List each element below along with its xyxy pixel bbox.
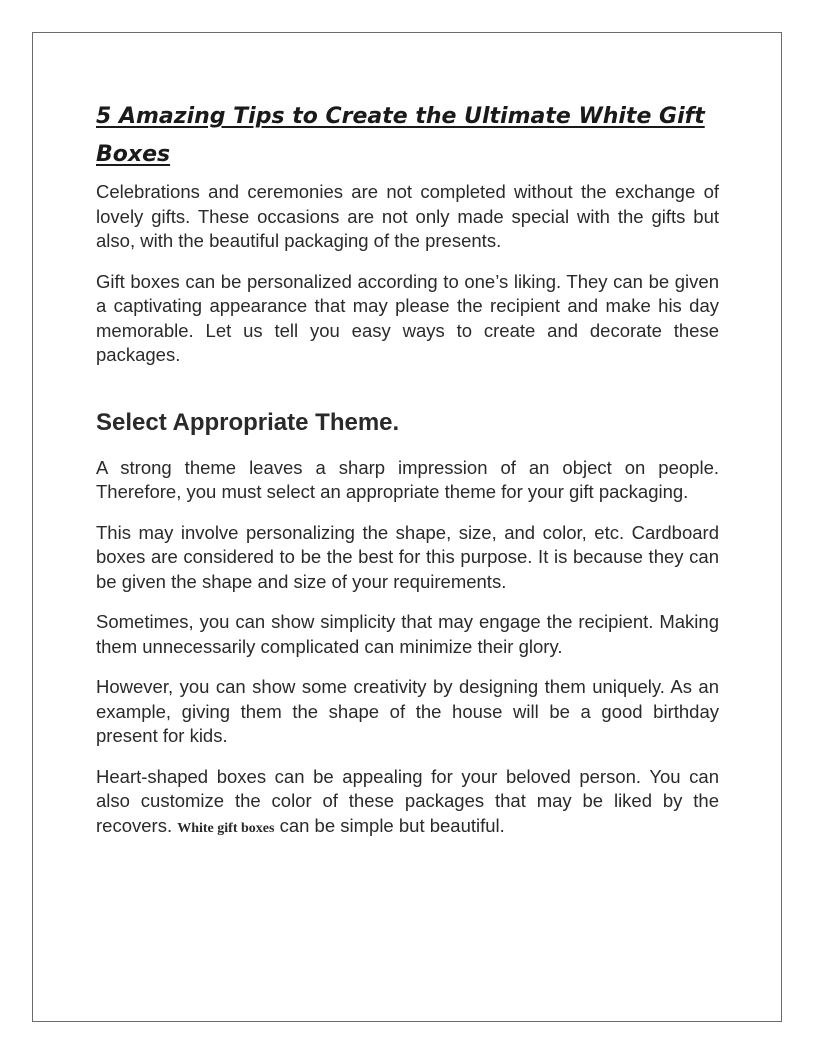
section-paragraph-2: This may involve personalizing the shape, size, and color, etc. Cardboard boxes are considered to be the best for this purpose. It is because they can be given the shape and size of your requirements. bbox=[96, 521, 719, 592]
white-gift-boxes-link[interactable]: White gift boxes bbox=[177, 820, 275, 836]
section-heading: Select Appropriate Theme. bbox=[96, 408, 400, 436]
section-paragraph-3: Sometimes, you can show simplicity that may engage the recipient. Making them unnecessarily complicated can minimize their glory. bbox=[96, 611, 719, 657]
paragraph-5-text-before: Heart-shaped boxes can be appealing for your beloved person. You can also customize the color of these packages that may be liked by the recovers. bbox=[96, 765, 719, 836]
section-paragraph-4: However, you can show some creativity by designing them uniquely. As an example, giving them the shape of the house will be a good birthday present for kids. bbox=[96, 676, 719, 746]
document-title: 5 Amazing Tips to Create the Ultimate White Gift Boxes bbox=[96, 104, 705, 167]
section-paragraph-5 bbox=[96, 765, 719, 842]
intro-paragraph-1: Celebrations and ceremonies are not completed without the exchange of lovely gifts. These occasions are not only made special with the gifts but also, with the beautiful packaging of the presents. bbox=[96, 181, 719, 251]
section-paragraph-1: A strong theme leaves a sharp impression of an object on people. Therefore, you must select an appropriate theme for your gift packaging. bbox=[96, 456, 719, 502]
document-body bbox=[96, 98, 719, 857]
intro-paragraph-2: Gift boxes can be personalized according to one’s liking. They can be given a captivating appearance that may please the recipient and make his day memorable. Let us tell you easy ways to create and decorate these packages. bbox=[96, 270, 719, 365]
paragraph-5-text-after: can be simple but beautiful. bbox=[274, 814, 505, 836]
